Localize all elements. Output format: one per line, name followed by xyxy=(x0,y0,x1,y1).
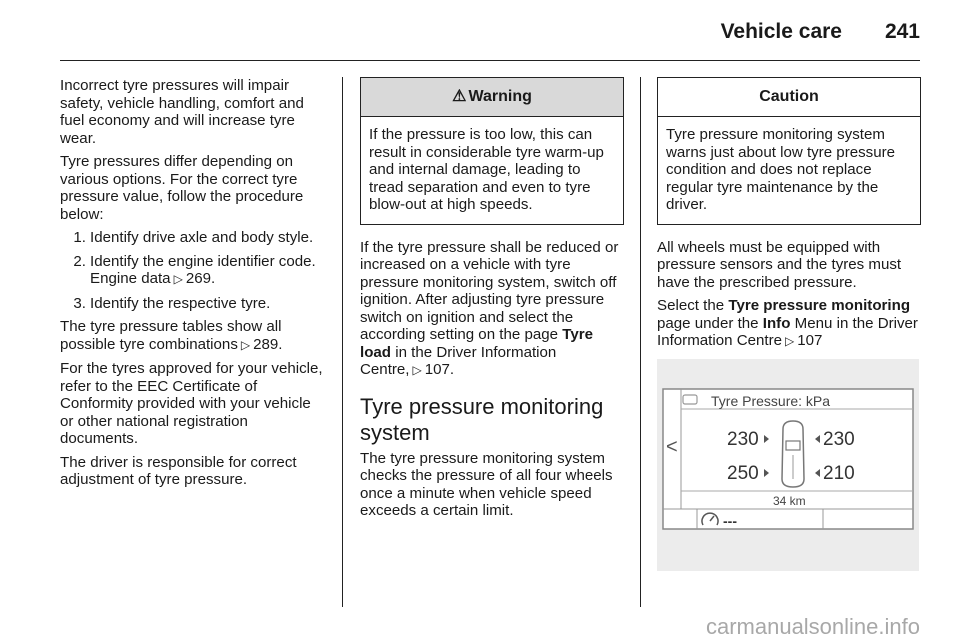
section-title: Vehicle care xyxy=(720,20,842,43)
column-3 xyxy=(657,77,921,571)
back-arrow-icon: < xyxy=(666,435,678,458)
page-reference[interactable]: 107. xyxy=(424,361,455,378)
page-reference[interactable]: 269. xyxy=(185,270,216,287)
range-readout: 34 km xyxy=(773,493,806,508)
status-readout: --- xyxy=(723,512,737,529)
caution-header: Caution xyxy=(658,78,920,117)
list-item: 1. Identify drive axle and body style. xyxy=(73,229,314,246)
paragraph: The driver is responsible for correct adjustment of tyre pressure. xyxy=(60,453,297,488)
list-item: 2. Identify the engine identifier code. Engine data ▷ 269. xyxy=(73,252,316,287)
page-reference[interactable]: 289. xyxy=(253,335,283,353)
caution-body: Tyre pressure monitoring system warns just about low tyre pressure condition and does not replace regular tyre maintenance by the driver. xyxy=(666,126,896,213)
procedure-list xyxy=(60,229,326,312)
paragraph: Incorrect tyre pressures will impair safety, vehicle handling, comfort and fuel economy and will increase tyre wear. xyxy=(60,77,304,147)
display-svg xyxy=(657,359,919,571)
column-1 xyxy=(60,77,326,495)
warning-box xyxy=(360,77,624,225)
page-reference-icon[interactable]: ▷ xyxy=(240,337,251,352)
page-reference[interactable]: 107 xyxy=(797,332,823,349)
display-title: Tyre Pressure: kPa xyxy=(711,392,831,409)
paragraph: The tyre pressure tables show all possible tyre combinations ▷ 289. xyxy=(60,318,283,353)
paragraph: For the tyres approved for your vehicle, refer to the EEC Certificate of Conformity provided with your vehicle or other national registration documents. xyxy=(60,360,323,447)
warning-header: ⚠ Warning xyxy=(361,78,623,117)
page-number: 241 xyxy=(884,20,920,43)
rear-left-pressure: 250 xyxy=(727,462,759,484)
warning-body: If the pressure is too low, this can result in considerable tyre warm-up and internal damage, leading to tread separation and even to tyre blow-out at high speeds. xyxy=(369,126,604,213)
paragraph: Select the Tyre pressure monitoring page under the Info Menu in the Driver Information Centre ▷ 107 xyxy=(657,297,918,349)
rear-right-pressure: 210 xyxy=(823,462,855,484)
paragraph: All wheels must be equipped with pressure sensors and the tyres must have the prescribed pressure. xyxy=(657,238,902,291)
section-heading: Tyre pressure monitoring system xyxy=(360,393,604,445)
column-divider-2 xyxy=(640,77,641,607)
paragraph: Tyre pressures differ depending on various options. For the correct tyre pressure value, follow the procedure below: xyxy=(60,153,304,223)
list-item: 3. Identify the respective tyre. xyxy=(73,294,271,312)
caution-box xyxy=(657,77,921,225)
paragraph: If the tyre pressure shall be reduced or increased on a vehicle with tyre pressure monitoring system, switch off ignition. After adjusting tyre pressure switch on ignition and select the according setting on the page Tyre load in the Driver Information Centre, ▷ 107. xyxy=(360,238,619,378)
warning-triangle-icon: ⚠ xyxy=(452,88,467,105)
front-right-pressure: 230 xyxy=(823,428,855,450)
column-divider-1 xyxy=(342,77,343,607)
watermark: carmanualsonline.info xyxy=(705,614,920,639)
tyre-pressure-display-illustration xyxy=(657,359,919,571)
page-reference-icon[interactable]: ▷ xyxy=(173,272,183,286)
paragraph: The tyre pressure monitoring system checks the pressure of all four wheels once a minute when vehicle speed exceeds a certain limit. xyxy=(360,449,613,519)
front-left-pressure: 230 xyxy=(727,428,759,450)
header-rule xyxy=(60,60,920,61)
display-frame xyxy=(663,389,913,529)
column-2 xyxy=(360,77,624,526)
page-reference-icon[interactable]: ▷ xyxy=(785,334,795,348)
page-reference-icon[interactable]: ▷ xyxy=(412,363,422,377)
